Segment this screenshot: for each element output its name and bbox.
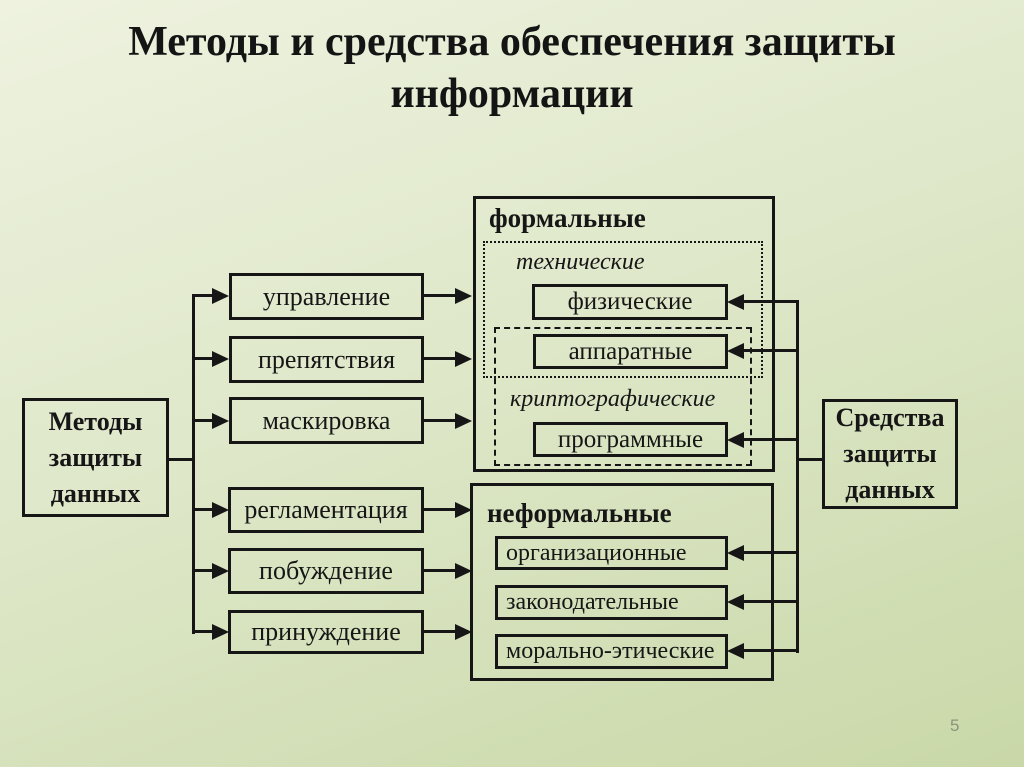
target-box-fizicheskie: физические (532, 284, 728, 320)
means-box-line1: Средства (835, 403, 945, 432)
arrowhead-into-group-1 (455, 351, 472, 367)
method-box-pobuzhdenie: побуждение (228, 548, 424, 594)
arrowhead-into-target-1 (727, 343, 744, 359)
target-box-apparatnye: аппаратные (533, 334, 728, 369)
methods-box-line1: Методы (48, 406, 143, 436)
methods-box-line2: защиты (48, 442, 143, 472)
arrowhead-into-target-3 (727, 545, 744, 561)
exit-line-from-method-4 (423, 569, 457, 572)
arrowhead-into-method-2 (212, 413, 229, 429)
methods-box-link-line (166, 458, 194, 461)
arrowhead-into-method-4 (212, 563, 229, 579)
branch-line-to-target-2 (742, 438, 798, 441)
arrowhead-into-target-5 (727, 643, 744, 659)
cryptographic-label: криптографические (510, 386, 716, 412)
exit-line-from-method-2 (423, 419, 457, 422)
arrowhead-into-method-5 (212, 624, 229, 640)
arrowhead-into-group-3 (455, 502, 472, 518)
branch-line-to-target-3 (742, 551, 798, 554)
means-box-link-line (799, 458, 823, 461)
arrowhead-into-target-4 (727, 594, 744, 610)
target-box-moralno-eticheskie: морально-этические (495, 634, 728, 669)
target-box-organizacionnye: организационные (495, 536, 728, 570)
technical-label: технические (516, 249, 645, 275)
method-box-prepyatstviya: препятствия (229, 336, 424, 383)
methods-of-data-protection-box (22, 398, 169, 517)
means-box-line3: данных (845, 475, 935, 504)
method-box-prinuzhdenie: принуждение (228, 610, 424, 654)
page-number: 5 (950, 716, 960, 735)
arrowhead-into-method-1 (212, 351, 229, 367)
arrowhead-into-group-2 (455, 413, 472, 429)
branch-line-to-target-0 (742, 300, 798, 303)
exit-line-from-method-3 (423, 508, 457, 511)
exit-line-from-method-5 (423, 630, 457, 633)
arrowhead-into-target-0 (727, 294, 744, 310)
means-of-data-protection-box (822, 399, 958, 509)
arrowhead-into-method-0 (212, 288, 229, 304)
target-box-zakonodatelnye: законодательные (495, 585, 728, 620)
arrowhead-into-group-4 (455, 563, 472, 579)
method-box-upravlenie: управление (229, 273, 424, 320)
means-box-line2: защиты (843, 439, 937, 468)
target-box-programmnye: программные (533, 422, 728, 457)
arrowhead-into-target-2 (727, 432, 744, 448)
branch-line-to-target-5 (742, 649, 798, 652)
slide-title-line2: информации (390, 71, 634, 117)
left-spine-line (192, 294, 195, 634)
arrowhead-into-group-0 (455, 288, 472, 304)
informal-group-label: неформальные (487, 498, 672, 528)
branch-line-to-target-1 (742, 349, 798, 352)
arrowhead-into-group-5 (455, 624, 472, 640)
slide-title-line1: Методы и средства обеспечения защиты (128, 19, 896, 65)
methods-box-line3: данных (50, 478, 141, 508)
formal-group-label: формальные (489, 203, 646, 233)
exit-line-from-method-1 (423, 357, 457, 360)
method-box-maskirovka: маскировка (229, 397, 424, 444)
exit-line-from-method-0 (423, 294, 457, 297)
branch-line-to-target-4 (742, 600, 798, 603)
arrowhead-into-method-3 (212, 502, 229, 518)
method-box-reglamentaciya: регламентация (228, 487, 424, 533)
slide-title (0, 16, 1024, 120)
